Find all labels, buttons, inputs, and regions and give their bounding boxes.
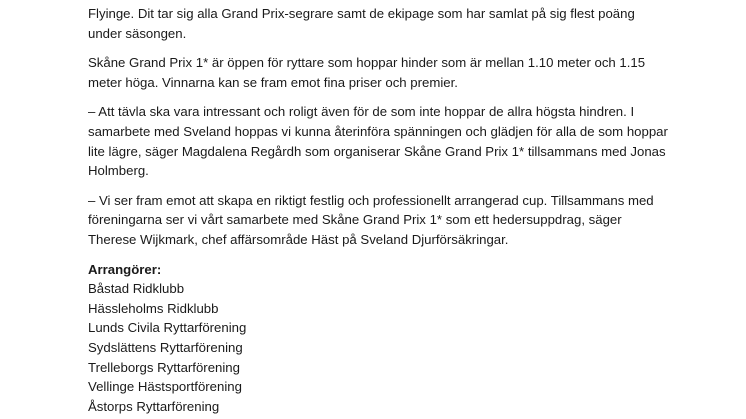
list-item: Sydslättens Ryttarförening: [88, 339, 243, 355]
organizers-list: [88, 279, 668, 416]
paragraph-intro-end: Flyinge. Dit tar sig alla Grand Prix-segrare samt de ekipage som har samlat på sig flest poäng under säsongen.: [88, 6, 635, 41]
list-item: Hässleholms Ridklubb: [88, 300, 219, 316]
list-item: Båstad Ridklubb: [88, 281, 185, 297]
paragraph-quote-wijkmark: – Vi ser fram emot att skapa en riktigt festlig och professionellt arrangerad cup. Tillsammans med föreningarna ser vi vårt samarbete med Skåne Grand Prix 1* som ett hedersuppdrag, säger Therese Wijkmark, chef affärsområde Häst på Sveland Djurförsäkringar.: [88, 192, 654, 247]
document-body: [88, 4, 668, 416]
list-item: Åstorps Ryttarförening: [88, 398, 220, 414]
list-item: Vellinge Hästsportförening: [88, 379, 242, 395]
organizers-heading: Arrangörer:: [88, 261, 162, 277]
paragraph-quote-regardh: – Att tävla ska vara intressant och roligt även för de som inte hoppar de allra högsta hindren. I samarbete med Sveland hoppas vi kunna återinföra spänningen och glädjen för alla de som hoppar lite lägre, säger Magdalena Regårdh som organiserar Skåne Grand Prix 1* tillsammans med Jonas Holmberg.: [88, 104, 668, 179]
paragraph-competition-info: Skåne Grand Prix 1* är öppen för ryttare som hoppar hinder som är mellan 1.10 meter och 1.15 meter höga. Vinnarna kan se fram emot fina priser och premier.: [88, 55, 646, 90]
list-item: Trelleborgs Ryttarförening: [88, 359, 240, 375]
list-item: Lunds Civila Ryttarförening: [88, 320, 247, 336]
